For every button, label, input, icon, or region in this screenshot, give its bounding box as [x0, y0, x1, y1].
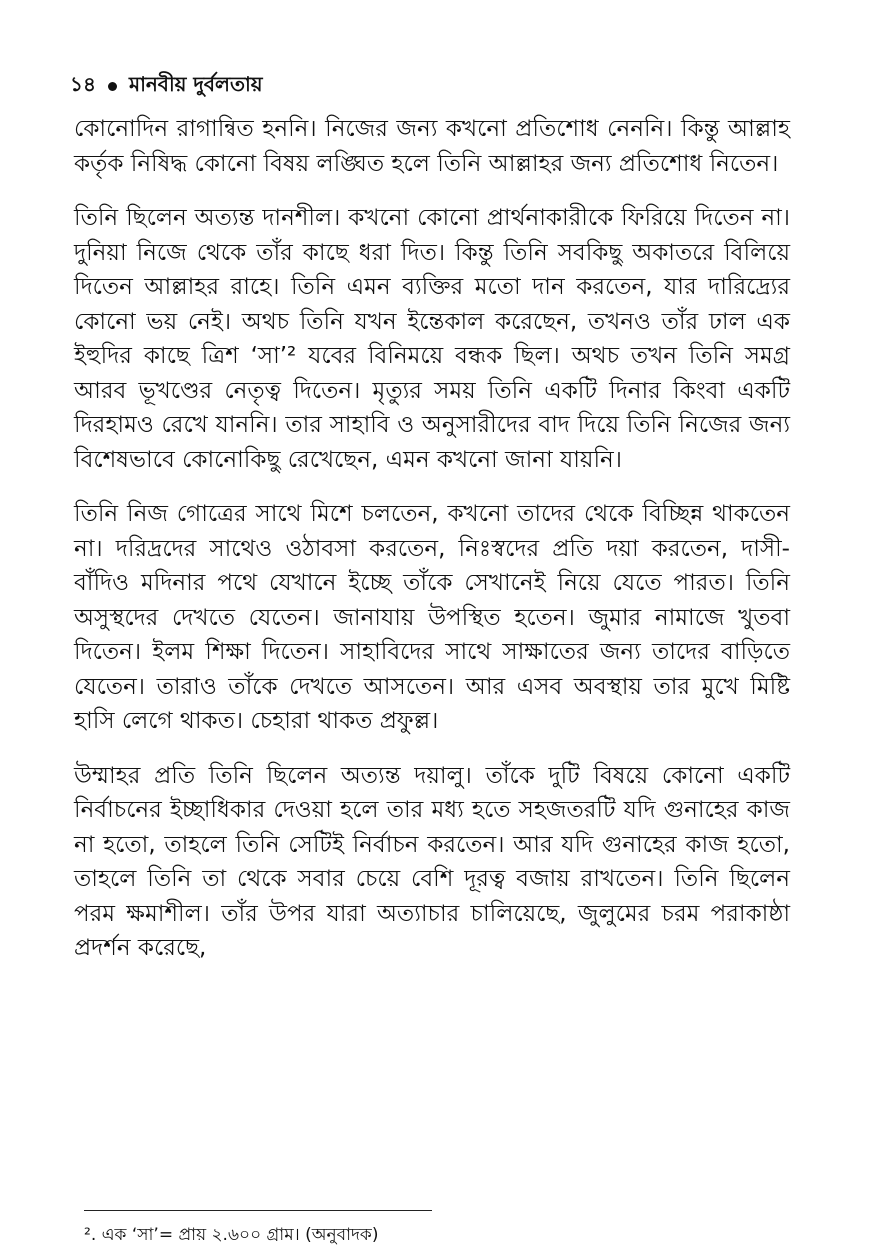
footnote-divider: [84, 1210, 432, 1211]
paragraph-2: তিনি ছিলেন অত্যন্ত দানশীল। কখনো কোনো প্রার্থনাকারীকে ফিরিয়ে দিতেন না। দুনিয়া নিজে থেকে তাঁর কাছে ধরা দিত। কিন্তু তিনি সবকিছু অকাতরে বিলিয়ে দিতেন আল্লাহর রাহে। তিনি এমন ব্যক্তির মতো দান করতেন, যার দারিদ্র্যের কোনো ভয় নেই। অথচ তিনি যখন ইন্তেকাল করেছেন, তখনও তাঁর ঢাল এক ইহুদির কাছে ত্রিশ ‘সা’² যবের বিনিময়ে বন্ধক ছিল। অথচ তখন তিনি সমগ্র আরব ভূখণ্ডের নেতৃত্ব দিতেন। মৃত্যুর সময় তিনি একটি দিনার কিংবা একটি দিরহামও রেখে যাননি। তার সাহাবি ও অনুসারীদের বাদ দিয়ে তিনি নিজের জন্য বিশেষভাবে কোনোকিছু রেখেছেন, এমন কখনো জানা যায়নি।: [74, 205, 790, 473]
paragraph-1: কোনোদিন রাগান্বিত হননি। নিজের জন্য কখনো প্রতিশোধ নেননি। কিন্তু আল্লাহ কর্তৃক নিষিদ্ধ কোনো বিষয় লঙ্ঘিত হলে তিনি আল্লাহর জন্য প্রতিশোধ নিতেন।: [74, 116, 790, 177]
bullet-dot-icon: [108, 82, 117, 91]
paragraph-3: তিনি নিজ গোত্রের সাথে মিশে চলতেন, কখনো তাদের থেকে বিচ্ছিন্ন থাকতেন না। দরিদ্রদের সাথেও ওঠাবসা করতেন, নিঃস্বদের প্রতি দয়া করতেন, দাসী-বাঁদিও মদিনার পথে যেখানে ইচ্ছে তাঁকে সেখানেই নিয়ে যেতে পারত। তিনি অসুস্থদের দেখতে যেতেন। জানাযায় উপস্থিত হতেন। জুমার নামাজে খুতবা দিতেন। ইলম শিক্ষা দিতেন। সাহাবিদের সাথে সাক্ষাতের জন্য তাদের বাড়িতে যেতেন। তারাও তাঁকে দেখতে আসতেন। আর এসব অবস্থায় তার মুখে মিষ্টি হাসি লেগে থাকত। চেহারা থাকত প্রফুল্ল।: [74, 501, 790, 734]
footnote: ². এক ‘সা’= প্রায় ২.৬০০ গ্রাম। (অনুবাদক): [84, 1225, 379, 1245]
body-text: [74, 112, 790, 966]
paragraph-4: উম্মাহর প্রতি তিনি ছিলেন অত্যন্ত দয়ালু। তাঁকে দুটি বিষয়ে কোনো একটি নির্বাচনের ইচ্ছাধিকার দেওয়া হলে তার মধ্য হতে সহজতরটি যদি গুনাহের কাজ না হতো, তাহলে তিনি সেটিই নির্বাচন করতেন। আর যদি গুনাহের কাজ হতো, তাহলে তিনি তা থেকে সবার চেয়ে বেশি দূরত্ব বজায় রাখতেন। তিনি ছিলেন পরম ক্ষমাশীল। তাঁর উপর যারা অত্যাচার চালিয়েছে, জুলুমের চরম পরাকাষ্ঠা প্রদর্শন করেছে,: [74, 762, 790, 961]
book-title: মানবীয় দুর্বলতায়: [128, 72, 263, 96]
page-number: ১৪: [70, 72, 96, 96]
running-header: [70, 70, 263, 103]
